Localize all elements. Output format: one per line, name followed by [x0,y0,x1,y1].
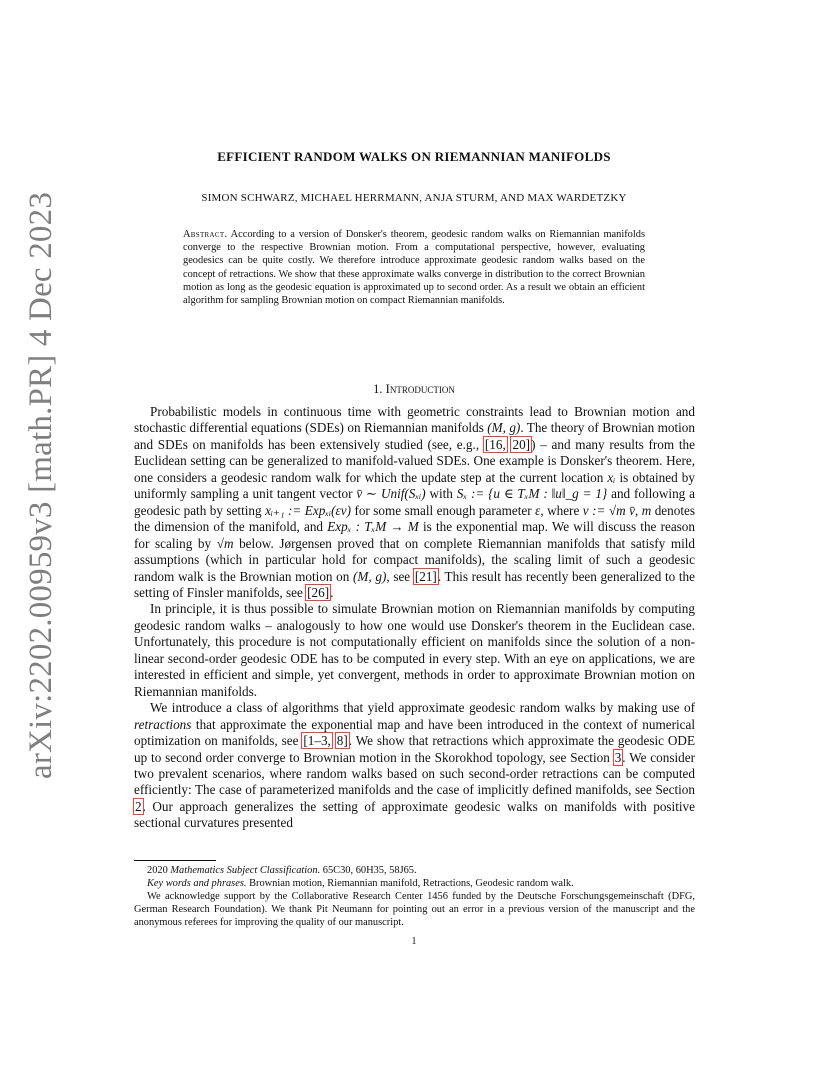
text-run: Probabilistic models in continuous time with geometric constraints lead to Brownian motion and stochastic differential equations (SDEs) on Riemannian manifolds [134,404,695,436]
text-run: Brownian motion, Riemannian manifold, Retractions, Geodesic random walk. [246,878,574,889]
citation-link-20[interactable]: 20] [512,436,531,452]
text-run: is the exponential map. We will discuss the reason for scaling by [134,519,695,551]
footnote-keywords [134,877,695,890]
text-run: 65C30, 60H35, 58J65. [320,865,417,876]
citation-link-8[interactable]: 8] [336,733,348,749]
abstract-text: According to a version of Donsker's theorem, geodesic random walks on Riemannian manifolds converge to the respective Brownian motion. From a computational perspective, however, evaluating geodesics can be quite costly. We therefore introduce approximate geodesic random walks based on the concept of retractions. We show that these approximate walks converge in distribution to the correct Brownian motion as long as the geodesic equation is approximated up to second order. As a result we obtain an efficient algorithm for sampling Brownian motion on compact Riemannian manifolds. [183,229,645,307]
footnote-label: Mathematics Subject Classification. [170,865,321,876]
footnote-label: Key words and phrases. [147,878,247,889]
footnote-msc [134,864,695,877]
math-m: m [641,502,652,518]
text-run: with [425,486,457,502]
page-number: 1 [411,936,417,947]
abstract [183,228,645,307]
math-v-definition: v := √m v̄ [582,502,635,518]
math-sqrt-m: √m [216,535,234,551]
paragraph-3 [134,700,695,832]
text-run: that approximate the exponential map and have been introduced in the context of numerical optimization on manifolds, see [134,716,695,749]
author-list: SIMON SCHWARZ, MICHAEL HERRMANN, ANJA STURM, AND MAX WARDETZKY [201,192,627,204]
citation-link-1-3[interactable]: [1–3, [303,733,331,749]
text-run: , see [386,568,414,584]
math-update-step: xᵢ₊₁ := Expₓᵢ(εv) [265,502,351,518]
citation-link-26[interactable]: [26] [307,584,330,600]
paper-title: EFFICIENT RANDOM WALKS ON RIEMANNIAN MANIFOLDS [217,149,611,164]
text-run: We introduce a class of algorithms that yield approximate geodesic random walks by making use of [150,700,695,716]
text-run: . We show that retractions which approximate the geodesic ODE up to second order converge to Brownian motion in the Skorokhod topology, see Section [134,733,695,765]
section-number: 1. [373,382,383,396]
math-vbar: v̄ ∼ Unif(Sₓᵢ) [356,486,426,502]
section-heading [0,382,828,397]
footnotes [134,864,695,929]
paragraph-1 [134,404,695,601]
text-run: is obtained by uniformly sampling a unit tangent vector [134,469,695,502]
text-run: below. Jørgensen proved that on complete Riemannian manifolds that satisfy mild assumptions (which in particular hold for compact manifolds), the scaling limit of such a geodesic random walk is the Brownian motion on [134,535,695,584]
math-unit-sphere: Sₓ := {u ∈ TₓM : ‖u‖_g = 1} [456,486,608,502]
text-run: . Our approach generalizes the setting of approximate geodesic walks on manifolds with positive sectional curvatures presented [134,798,695,831]
math-epsilon: ε [535,502,541,518]
math-xi: xᵢ [607,469,616,485]
abstract-label: Abstract. [183,229,228,240]
text-run: 2020 [147,865,171,876]
section-link-2[interactable]: 2 [135,798,142,814]
arxiv-side-stamp [18,191,66,779]
text-run: ) – and many results from the Euclidean setting can be generalized to manifold-valued SDEs. One example is Donsker's theorem. Here, one considers a geodesic random walk for which the update step at the current location [134,436,695,485]
section-link-3[interactable]: 3 [614,749,622,765]
arxiv-identifier: arXiv:2202.00959v3 [math.PR] 4 Dec 2023 [23,191,60,779]
text-run: and following a geodesic path by setting [134,486,695,518]
text-run: , where [540,502,583,518]
math-exponential-map: Expₓ : TₓM → M [327,519,419,535]
math-manifold: (M, g) [353,568,387,584]
text-run: . The theory of Brownian motion and SDEs on manifolds has been extensively studied (see, e.g., [134,420,695,452]
footnote-acknowledgment: We acknowledge support by the Collaborative Research Center 1456 funded by the Deutsche Forschungsgemeinschaft (DFG, German Research Foundation). We thank Pit Neumann for pointing out an error in a previous version of the manuscript and the anonymous referees for improving the quality of our manuscript. [134,891,695,928]
footnote-rule [134,860,216,861]
citation-link-16[interactable]: [16, [484,436,506,452]
emphasis-retractions: retractions [134,716,192,732]
text-run: . [330,584,334,600]
text-run: , [634,502,642,518]
text-run: . We consider two prevalent scenarios, where random walks based on such second-order retractions can be computed efficiently: The case of parameterized manifolds and the case of implicitly defined manifolds, see Section [134,749,695,798]
text-run: denotes the dimension of the manifold, and [134,502,695,535]
citation-link-21[interactable]: [21] [414,568,437,584]
main-body [134,404,695,832]
section-title: Introduction [385,382,455,396]
paragraph-2: In principle, it is thus possible to simulate Brownian motion on Riemannian manifolds by computing geodesic random walks – analogously to how one would use Donsker's theorem in the Euclidean case. Unfortunately, this procedure is not computationally efficient on manifolds since the solution of a non-linear second-order geodesic ODE has to be computed in every step. With an eye on applications, we are interested in efficient and simple, yet convergent, methods in order to approximate Brownian motion on Riemannian manifolds. [134,601,695,699]
math-manifold: (M, g) [487,420,521,436]
text-run: for some small enough parameter [350,502,536,518]
text-run: . This result has recently been generalized to the setting of Finsler manifolds, see [134,568,695,600]
